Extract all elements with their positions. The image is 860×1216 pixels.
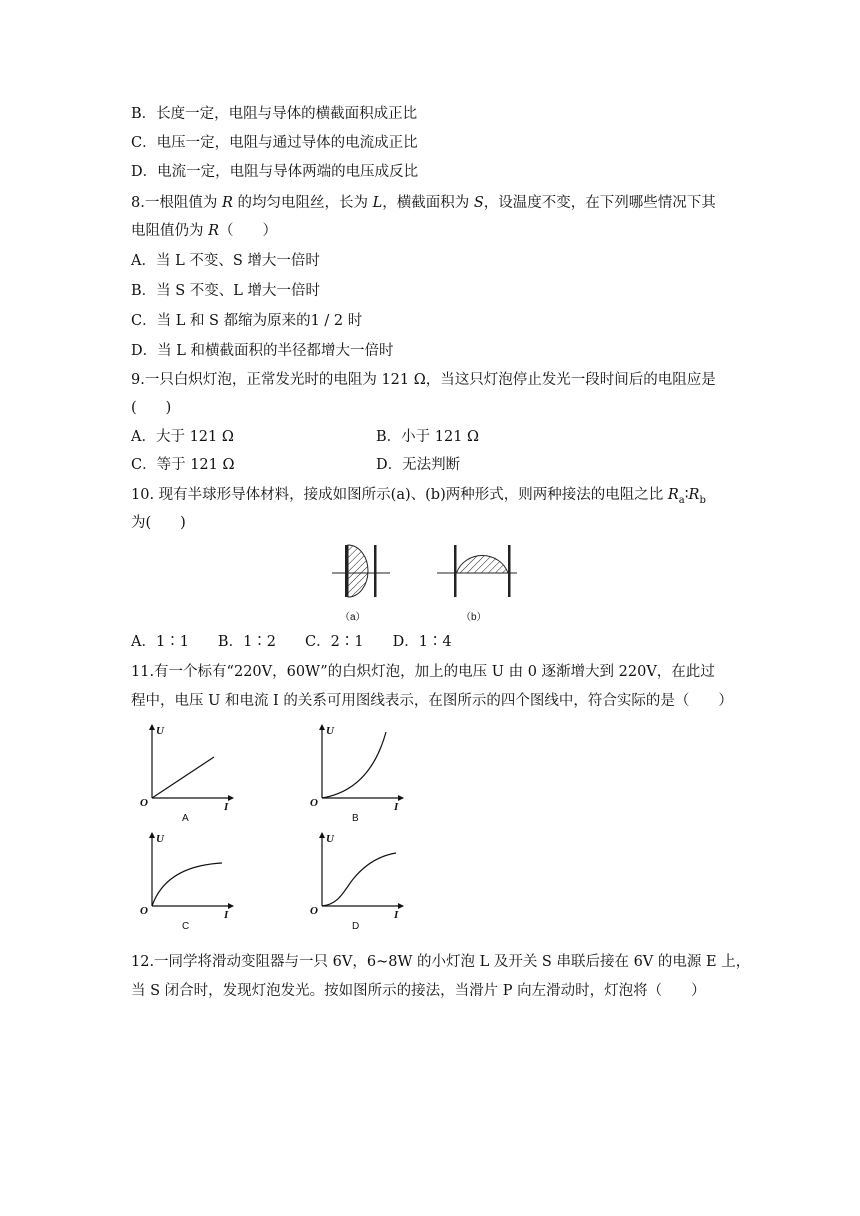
graph-a-caption: A (182, 813, 189, 824)
q9-option-d: D．无法判断 (376, 457, 461, 473)
graph-c-caption: C (182, 921, 190, 932)
graph-b (308, 720, 418, 825)
q7-option-b: B．长度一定，电阻与导体的横截面积成正比 (131, 106, 418, 122)
graph-c-u-label: U (156, 833, 164, 845)
graph-b-caption: B (352, 813, 359, 824)
q9-option-c: C．等于 121 Ω (131, 457, 235, 473)
q11-stem-line1: 11.有一个标有“220V，60W”的白炽灯泡，加上的电压 U 由 0 逐渐增大到 220V，在此过 (131, 664, 715, 680)
q10-stem-line1: 10. 现有半球形导体材料，接成如图所示(a)、(b)两种形式，则两种接法的电阻之比 $R_a∶R_b$ (131, 487, 706, 506)
graph-c (138, 828, 248, 933)
graph-d-origin-label: O (310, 905, 318, 917)
fig-b-caption: （b） (461, 612, 487, 623)
q8-option-a: A．当 L 不变、S 增大一倍时 (131, 253, 320, 269)
graph-c-origin-label: O (140, 905, 148, 917)
graph-b-origin-label: O (310, 797, 318, 809)
q10-options: A．1∶1 B．1∶2 C．2∶1 D．1∶4 (131, 634, 452, 650)
q11-stem-line2: 程中，电压 U 和电流 I 的关系可用图线表示，在图所示的四个图线中，符合实际的是（ ） (131, 693, 733, 709)
q7-option-c: C．电压一定，电阻与通过导体的电流成正比 (131, 135, 418, 151)
q8-stem-line2: 电阻值仍为 R（ ） (131, 223, 278, 239)
graph-a-origin-label: O (140, 797, 148, 809)
q7-option-d: D．电流一定，电阻与导体两端的电压成反比 (131, 164, 419, 180)
q8-option-c: C．当 L 和 S 都缩为原来的1 / 2 时 (131, 313, 363, 329)
q9-stem-line2: ( ) (131, 400, 172, 416)
graph-b-u-label: U (326, 725, 334, 737)
graph-d (308, 828, 418, 933)
graph-a (138, 720, 248, 825)
graph-d-caption: D (352, 921, 360, 932)
graph-d-i-label: I (394, 909, 399, 921)
fig-a-caption: （a） (340, 612, 366, 623)
q10-stem-line2: 为( ) (131, 515, 186, 531)
graph-b-i-label: I (394, 801, 399, 813)
q8-option-d: D．当 L 和横截面积的半径都增大一倍时 (131, 343, 394, 359)
q10-figure (330, 540, 520, 625)
q9-stem-line1: 9.一只白炽灯泡，正常发光时的电阻为 121 Ω，当这只灯泡停止发光一段时间后的电阻应是 (131, 372, 716, 388)
fig-b-diagram (437, 545, 517, 597)
graph-a-i-label: I (224, 801, 229, 813)
fig-a-diagram (332, 545, 390, 597)
q12-stem-line2: 当 S 闭合时，发现灯泡发光。按如图所示的接法，当滑片 P 向左滑动时，灯泡将（ ） (131, 983, 706, 999)
q9-option-b: B．小于 121 Ω (376, 429, 480, 445)
q8-stem-line1: 8.一根阻值为 R 的均匀电阻丝，长为 L，横截面积为 S，设温度不变，在下列哪些情况下其 (131, 195, 716, 211)
q12-stem-line1: 12.一同学将滑动变阻器与一只 6V，6~8W 的小灯泡 L 及开关 S 串联后接在 6V 的电源 E 上， (131, 954, 751, 970)
q8-option-b: B．当 S 不变、L 增大一倍时 (131, 283, 321, 299)
graph-c-i-label: I (224, 909, 229, 921)
q9-option-a: A．大于 121 Ω (131, 429, 234, 445)
graph-d-u-label: U (326, 833, 334, 845)
graph-a-u-label: U (156, 725, 164, 737)
